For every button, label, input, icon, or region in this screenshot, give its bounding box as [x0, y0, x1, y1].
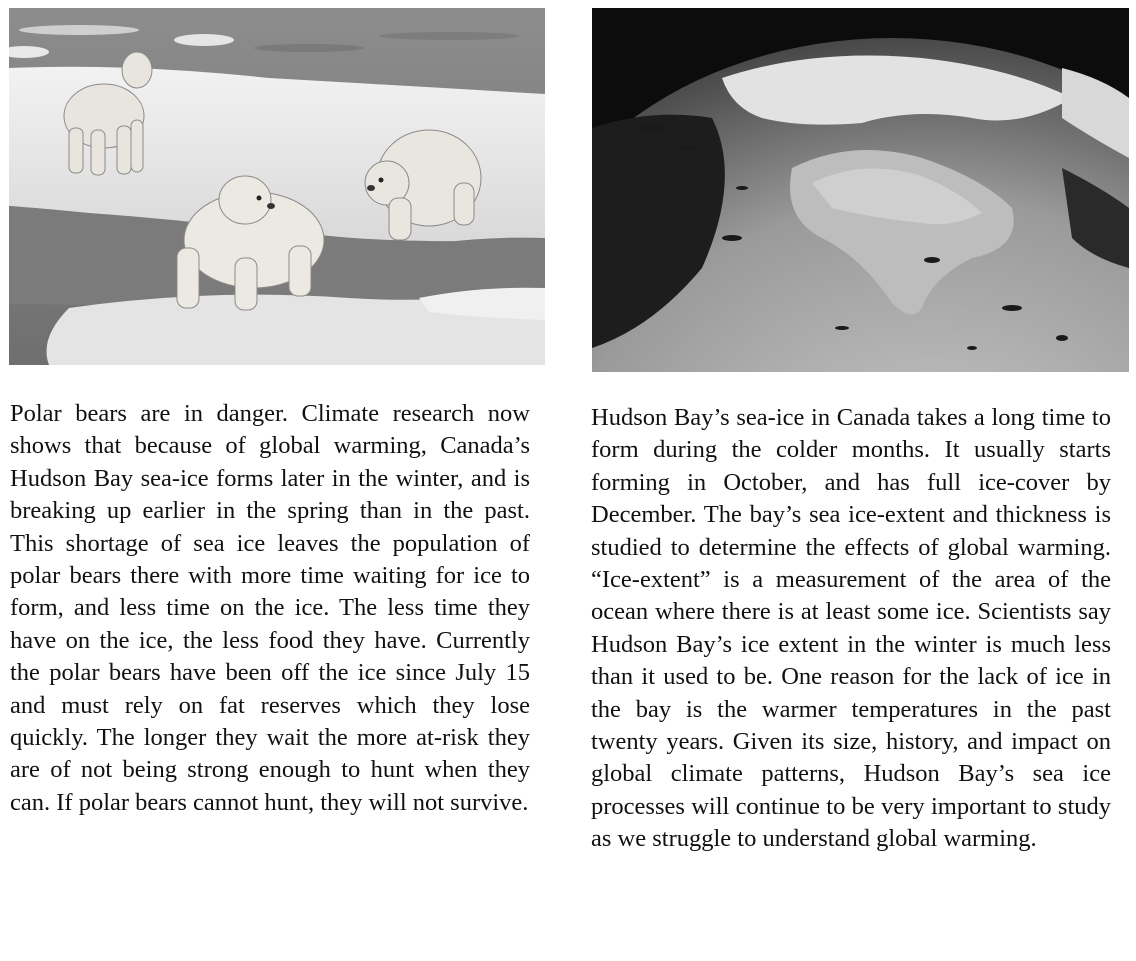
hudson-bay-satellite-illustration: [592, 8, 1129, 372]
polar-bears-paragraph: Polar bears are in danger. Climate research now shows that because of global warming, Canada’s Hudson Bay sea-ice forms later in the winter, and is breaking up earlier in the spring than in the past. This shortage of sea ice leaves the population of polar bears there with more time waiting for ice to form, and less time on the ice. The less time they have on the ice, the less food they have. Currently the polar bears have been off the ice since July 15 and must rely on fat reserves which they lose quickly. The longer they wait the more at-risk they are of not being strong enough to hunt when they can. If polar bears cannot hunt, they will not survive.: [10, 400, 530, 816]
polar-bears-photo: [9, 8, 545, 365]
polar-bears-illustration: [9, 8, 545, 365]
hudson-bay-paragraph: Hudson Bay’s sea-ice in Canada takes a long time to form during the colder months. It usually starts forming in October, and has full ice-cover by December. The bay’s sea ice-extent and thickness is studied to determine the effects of global warming. “Ice-extent” is a measurement of the area of the ocean where there is at least some ice. Scientists say Hudson Bay’s ice extent in the winter is much less than it used to be. One reason for the lack of ice in the bay is the warmer temperatures in the past twenty years. Given its size, history, and impact on global climate patterns, Hudson Bay’s sea ice processes will continue to be very important to study as we struggle to understand global warming.: [591, 404, 1111, 853]
hudson-bay-satellite-photo: [592, 8, 1129, 372]
